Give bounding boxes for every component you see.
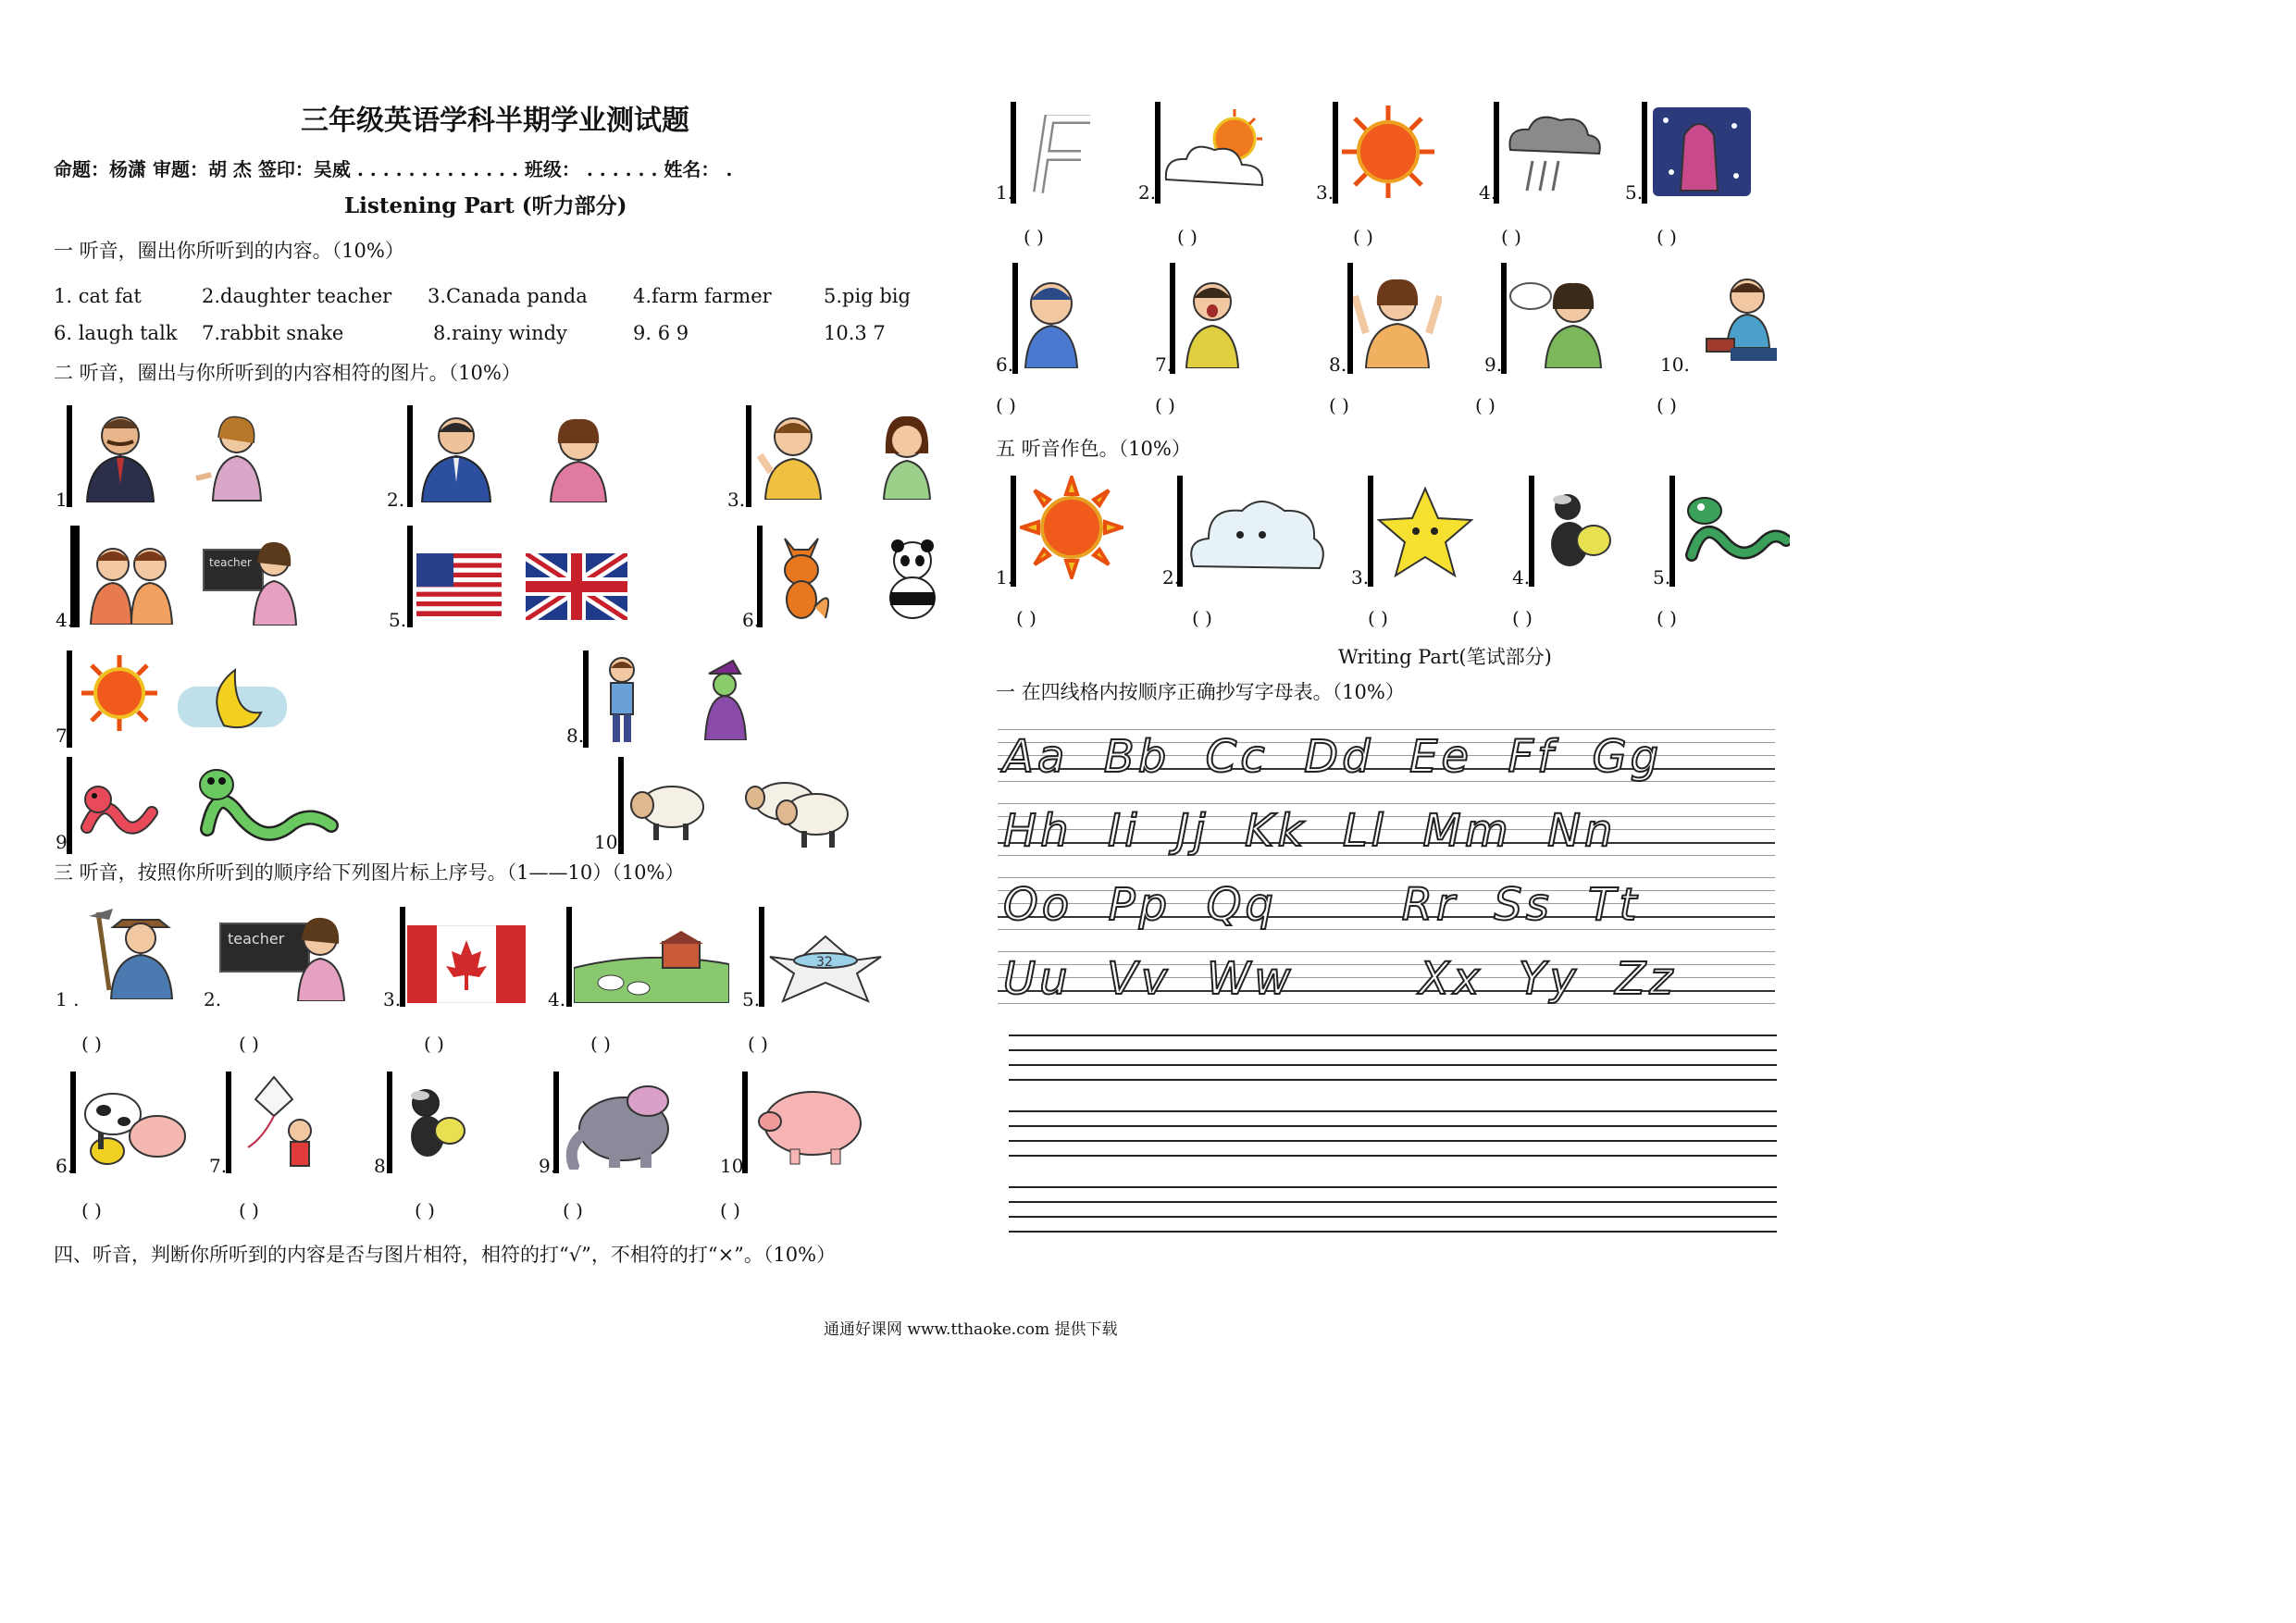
item-bar <box>407 405 413 507</box>
sun-picture[interactable] <box>1340 104 1436 200</box>
cloudy-sun-picture[interactable] <box>1160 107 1268 196</box>
item-number: 2. <box>1138 181 1157 204</box>
item-number: 5. <box>742 988 761 1010</box>
word-pair: 10.3 7 <box>824 322 886 344</box>
item-number: 4. <box>548 988 566 1010</box>
kite-badge-picture[interactable] <box>764 933 887 1007</box>
bee-outline-picture[interactable] <box>1536 487 1616 579</box>
answer-box[interactable]: ( ) <box>1353 226 1373 248</box>
answer-box[interactable]: ( ) <box>1192 607 1212 629</box>
sun-outline-picture[interactable] <box>1020 476 1123 579</box>
page-title: 三年级英语学科半期学业测试题 <box>301 105 689 137</box>
item-number: 6. <box>56 1155 74 1177</box>
small-snake-picture[interactable] <box>78 775 161 846</box>
answer-box[interactable]: ( ) <box>239 1199 259 1221</box>
boy-crying-picture[interactable] <box>1018 272 1086 368</box>
writing-instruction: 一 在四线格内按顺序正确抄写字母表。（10%） <box>996 681 1405 703</box>
word-pair: 1. cat fat <box>54 285 142 307</box>
item-bar <box>566 907 572 1007</box>
answer-box[interactable]: ( ) <box>1155 394 1175 416</box>
item-number: 4. <box>1512 566 1531 588</box>
item-number: 9. <box>539 1155 557 1177</box>
answer-box[interactable]: ( ) <box>1368 607 1388 629</box>
answer-box[interactable]: ( ) <box>1657 394 1677 416</box>
section4-heading: 四、听音，判断你所听到的内容是否与图片相符，相符的打“√”，不相符的打“×”。（10%） <box>54 1244 837 1266</box>
word-pair: 7.rabbit snake <box>202 322 344 344</box>
item-number: 7. <box>56 725 74 747</box>
item-number: 5. <box>1653 566 1671 588</box>
word-pair: 5.pig big <box>824 285 911 307</box>
word-pair: 8.rainy windy <box>433 322 567 344</box>
kite-girl-picture[interactable] <box>235 1073 328 1171</box>
alphabet-letters: Hh Ii Jj Kk Ll Mm Nn <box>1003 805 1617 857</box>
item-number: 10. <box>1660 353 1690 376</box>
cloud-outline-picture[interactable] <box>1185 489 1329 581</box>
alphabet-row <box>998 803 1775 855</box>
answer-box[interactable]: ( ) <box>1475 394 1496 416</box>
answer-box[interactable]: ( ) <box>748 1033 768 1055</box>
item-number: 4. <box>56 609 74 631</box>
girl-happy-picture[interactable] <box>1353 268 1442 368</box>
item-number: 2. <box>204 988 222 1010</box>
writing-line <box>1009 1201 1777 1203</box>
answer-box[interactable]: ( ) <box>563 1199 583 1221</box>
moon-picture[interactable] <box>178 666 287 737</box>
writing-line <box>1009 1049 1777 1051</box>
item-number: 3. <box>727 489 746 511</box>
item-number: 10. <box>594 831 624 853</box>
answer-box[interactable]: ( ) <box>1016 607 1036 629</box>
item-number: 4. <box>1479 181 1497 204</box>
star-outline-picture[interactable] <box>1375 485 1475 579</box>
item-bar <box>407 526 413 627</box>
answer-box[interactable]: ( ) <box>1512 607 1533 629</box>
cow-duck-picture[interactable] <box>80 1073 191 1170</box>
boy-sitting-picture[interactable] <box>1703 274 1786 365</box>
answer-box[interactable]: ( ) <box>1024 226 1044 248</box>
word-pair: 2.daughter teacher <box>202 285 392 307</box>
item-number: 5. <box>389 609 407 631</box>
item-number: 1. <box>56 489 74 511</box>
word-pair: 4.farm farmer <box>633 285 772 307</box>
panda-picture[interactable] <box>879 537 944 620</box>
answer-box[interactable]: ( ) <box>81 1033 102 1055</box>
item-number: 7. <box>1155 353 1173 376</box>
letter-f-picture[interactable] <box>1022 115 1094 196</box>
man-picture[interactable] <box>80 410 161 502</box>
section5-heading: 五 听音作色。（10%） <box>996 438 1191 460</box>
answer-box[interactable]: ( ) <box>1657 226 1677 248</box>
snake-outline-picture[interactable] <box>1679 490 1790 570</box>
boy-standing-picture[interactable] <box>594 653 650 746</box>
fox-picture[interactable] <box>768 529 833 622</box>
teacher-picture[interactable] <box>218 912 348 1001</box>
item-number: 8. <box>566 725 585 747</box>
girl-picture[interactable] <box>875 407 939 500</box>
item-number: 2. <box>1162 566 1181 588</box>
item-bar <box>746 405 751 507</box>
farmer-picture[interactable] <box>85 907 185 999</box>
writing-line <box>1009 1186 1777 1188</box>
two-friends-picture[interactable] <box>85 537 178 625</box>
blackboard-text: teacher <box>209 556 252 569</box>
teacher-picture[interactable] <box>202 535 299 626</box>
exam-meta: 命题：杨潇 审题：胡 杰 签印：吴威 . . . . . . . . . . . . . 班级： . . . . . . 姓名： . <box>54 158 733 180</box>
writing-line <box>1009 1125 1777 1127</box>
writing-line <box>1009 1216 1777 1218</box>
section2-heading: 二 听音，圈出与你所听到的内容相符的图片。（10%） <box>54 362 521 384</box>
section1-heading: 一 听音，圈出你所听到的内容。（10%） <box>54 240 404 262</box>
item-number: 8. <box>374 1155 392 1177</box>
word-pair: 9. 6 9 <box>633 322 689 344</box>
writing-line <box>1009 1140 1777 1142</box>
item-number: 10. <box>720 1155 750 1177</box>
writing-line <box>1009 1035 1777 1036</box>
kite-number: 32 <box>816 955 833 970</box>
item-number: 9. <box>56 831 74 853</box>
item-number: 1 . <box>56 988 80 1010</box>
answer-box[interactable]: ( ) <box>424 1033 444 1055</box>
item-number: 1. <box>996 566 1014 588</box>
alphabet-letters: Oo Pp Qq Rr Ss Tt <box>1003 879 1641 931</box>
answer-box[interactable]: ( ) <box>1501 226 1521 248</box>
word-pair: 6. laugh talk <box>54 322 178 344</box>
item-number: 3. <box>1351 566 1370 588</box>
item-number: 6. <box>996 353 1014 376</box>
bee-picture[interactable] <box>396 1083 470 1166</box>
usa-flag-picture[interactable] <box>416 553 502 616</box>
sun-picture[interactable] <box>80 653 159 733</box>
woman-picture[interactable] <box>192 410 271 502</box>
uk-flag-picture[interactable] <box>526 553 627 620</box>
answer-box[interactable]: ( ) <box>1329 394 1349 416</box>
item-number: 3. <box>383 988 402 1010</box>
pig-picture[interactable] <box>753 1081 868 1166</box>
boy-yawning-picture[interactable] <box>1175 274 1247 368</box>
rain-cloud-picture[interactable] <box>1505 109 1603 196</box>
alphabet-letters: Uu Vv Ww Xx Yy Zz <box>1003 953 1677 1005</box>
alphabet-row <box>998 951 1775 1003</box>
answer-box[interactable]: ( ) <box>81 1199 102 1221</box>
elephant-picture[interactable] <box>559 1081 676 1170</box>
girl-thinking-picture[interactable] <box>1507 272 1608 368</box>
answer-box[interactable]: ( ) <box>590 1033 611 1055</box>
blackboard-text: teacher <box>228 930 285 948</box>
one-sheep-picture[interactable] <box>626 774 709 844</box>
boy-suit-picture[interactable] <box>416 410 496 502</box>
answer-box[interactable]: ( ) <box>1177 226 1198 248</box>
answer-box[interactable]: ( ) <box>415 1199 435 1221</box>
answer-box[interactable]: ( ) <box>720 1199 740 1221</box>
big-snake-picture[interactable] <box>191 764 339 848</box>
listening-part-heading: Listening Part (听力部分) <box>344 193 627 218</box>
farm-picture[interactable] <box>574 931 729 1003</box>
item-number: 3. <box>1316 181 1334 204</box>
answer-box[interactable]: ( ) <box>1657 607 1677 629</box>
item-number: 8. <box>1329 353 1347 376</box>
item-number: 6. <box>742 609 761 631</box>
writing-line <box>1009 1231 1777 1233</box>
writing-line <box>1009 1155 1777 1157</box>
girl-picture[interactable] <box>541 410 615 502</box>
item-number: 7. <box>209 1155 228 1177</box>
writing-part-heading: Writing Part(笔试部分) <box>1338 646 1552 668</box>
item-number: 9. <box>1484 353 1503 376</box>
alphabet-row <box>998 729 1775 781</box>
item-number: 1. <box>996 181 1014 204</box>
alphabet-row <box>998 877 1775 929</box>
writing-line <box>1009 1079 1777 1081</box>
word-pair: 3.Canada panda <box>428 285 588 307</box>
witch-picture[interactable] <box>696 657 753 740</box>
writing-line <box>1009 1064 1777 1066</box>
footer-credit: 通通好课网 www.tthaoke.com 提供下载 <box>824 1320 1118 1339</box>
item-number: 5. <box>1625 181 1644 204</box>
answer-box[interactable]: ( ) <box>239 1033 259 1055</box>
answer-box[interactable]: ( ) <box>996 394 1016 416</box>
two-sheep-picture[interactable] <box>740 768 857 851</box>
item-number: 2. <box>387 489 405 511</box>
canada-flag-picture[interactable] <box>407 925 526 1003</box>
alphabet-letters: Aa Bb Cc Dd Ee Ff Gg <box>1003 731 1663 783</box>
section3-heading: 三 听音，按照你所听到的顺序给下列图片标上序号。（1——10）（10%） <box>54 861 685 884</box>
boy-waving-picture[interactable] <box>754 407 828 500</box>
snowy-night-picture[interactable] <box>1653 107 1751 196</box>
writing-line <box>1009 1110 1777 1112</box>
